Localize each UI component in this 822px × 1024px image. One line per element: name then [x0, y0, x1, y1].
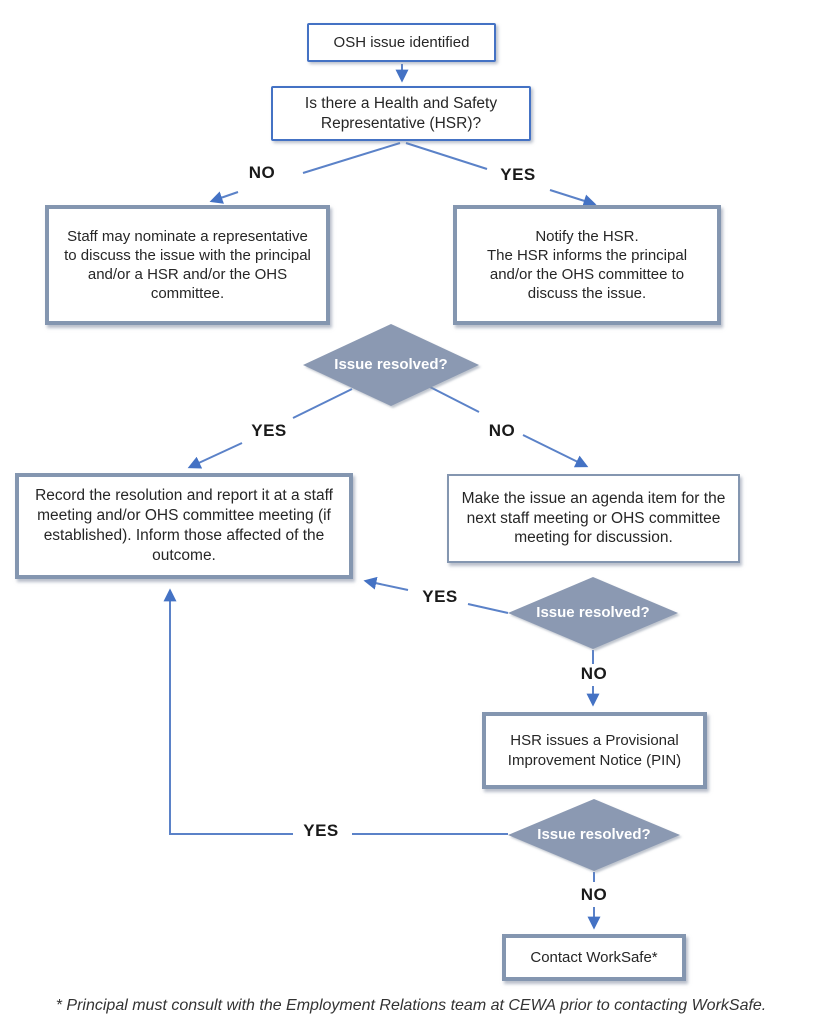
issue-resolved-label-1: Issue resolved? [334, 356, 448, 373]
edge-label-d3-no: NO [580, 885, 608, 904]
line-d2-yes-a [468, 604, 508, 613]
osh-issue-identified-box [307, 23, 496, 62]
line-d1-yes-a [293, 389, 352, 418]
hsr-question-label: Is there a Health and Safety Representative (HSR)? [304, 94, 498, 132]
record-resolution-box [15, 473, 353, 579]
edge-label-d2-yes: YES [422, 587, 458, 606]
record-resolution-label: Record the resolution and report it at a staff meeting and/or OHS committee meeting (if established). Inform those affected of the outcome. [35, 487, 333, 564]
edge-label-d2-no: NO [580, 664, 608, 683]
notify-hsr-label [468, 227, 706, 304]
notify-hsr-line1: Notify the HSR. [535, 227, 639, 245]
line-question-no-a [303, 143, 400, 173]
agenda-item-box [447, 474, 740, 563]
staff-nominate-box [45, 205, 330, 325]
line-question-yes-a [406, 143, 487, 169]
notify-hsr-line2: The HSR informs the principal and/or the OHS committee to discuss the issue. [486, 246, 688, 303]
contact-worksafe-box [502, 934, 686, 981]
edge-label-d1-yes: YES [251, 421, 287, 440]
arrow-d2-yes-b [366, 581, 408, 590]
arrow-question-yes-b [550, 190, 594, 204]
hsr-question-box [271, 86, 531, 141]
issue-resolved-label-2: Issue resolved? [536, 604, 650, 621]
edge-label-hsr-yes: YES [500, 165, 536, 184]
notify-hsr-box [453, 205, 721, 325]
arrow-d3-yes-feedback [170, 591, 293, 834]
arrow-d1-yes-b [190, 443, 242, 467]
agenda-item-label: Make the issue an agenda item for the next staff meeting or OHS committee meeting for discussion. [461, 489, 726, 547]
staff-nominate-label: Staff may nominate a representative to discuss the issue with the principal and/or a HSR and/or the OHS committee. [64, 227, 311, 303]
footnote: * Principal must consult with the Employment Relations team at CEWA prior to contacting WorkSafe. [55, 997, 767, 1014]
pin-notice-label: HSR issues a Provisional Improvement Notice (PIN) [507, 732, 682, 769]
arrow-question-no-b [212, 192, 238, 201]
issue-resolved-label-3: Issue resolved? [537, 826, 651, 843]
edge-label-hsr-no: NO [248, 163, 276, 182]
pin-notice-box [482, 712, 707, 789]
contact-worksafe-label: Contact WorkSafe* [530, 948, 658, 966]
line-d1-no-a [430, 387, 479, 412]
arrow-d1-no-b [523, 435, 586, 466]
edge-label-d3-yes: YES [303, 821, 339, 840]
osh-issue-identified-label: OSH issue identified [333, 33, 470, 51]
edge-label-d1-no: NO [488, 421, 516, 440]
